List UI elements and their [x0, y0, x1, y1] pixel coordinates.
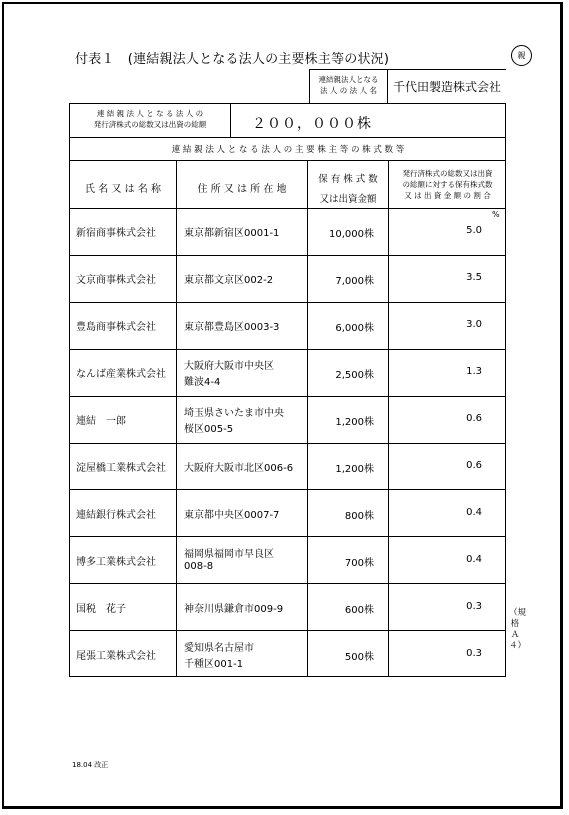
holder-name: 博多工業株式会社 [76, 556, 156, 568]
holder-address: 東京都新宿区0001-1 [184, 228, 280, 240]
holder-name: 連結銀行株式会社 [76, 509, 156, 521]
header-name: 氏 名 又 は 名 称 [85, 184, 161, 195]
row-divider [69, 255, 506, 256]
holder-address-line2: 008-8 [184, 560, 214, 572]
holder-address: 東京都中央区0007-7 [184, 509, 280, 521]
col-divider-1 [176, 160, 177, 677]
header-ratio: 発行済株式の総数又は出資 の総額に対する保有株式数 又 は 出 資 金 額 の 割 合 [402, 169, 493, 200]
section-title: 連 結 親 法 人 と な る 法 人 の 主 要 株 主 等 の 株 式 数 等 [171, 145, 405, 155]
holder-address-line2: 桜区005-5 [184, 424, 234, 436]
holder-name: 尾張工業株式会社 [76, 650, 156, 662]
holder-shares: 2,500株 [335, 370, 374, 382]
holder-address-line2: 千種区001-1 [184, 658, 244, 670]
holder-shares: 6,000株 [335, 323, 374, 335]
holder-name: 豊島商事株式会社 [76, 322, 156, 334]
holder-shares: 10,000株 [329, 229, 374, 241]
holder-shares: 500株 [344, 651, 374, 663]
holder-ratio: 5.0 [466, 225, 482, 237]
total-shares-value: ２００，０００株 [252, 116, 372, 132]
revision-note: 18.04 改正 [72, 761, 109, 769]
holder-name: 連結 一郎 [76, 416, 126, 428]
holder-name: 国税 花子 [76, 603, 126, 615]
holder-address: 神奈川県鎌倉市009-9 [184, 603, 284, 615]
parent-name-label: 連結親法人となる 法 人 の 法 人 名 [318, 75, 379, 95]
page-title: 付表１ (連結親法人となる法人の主要株主等の状況) [75, 52, 390, 67]
parent-badge: 親 [511, 45, 532, 66]
header-address: 住 所 又 は 所 在 地 [197, 184, 287, 195]
holder-name: 新宿商事株式会社 [76, 228, 156, 240]
holder-ratio: 0.3 [466, 600, 482, 612]
holder-ratio: 1.3 [466, 366, 482, 378]
percent-unit: % [492, 210, 500, 219]
holder-shares: 800株 [344, 510, 374, 522]
holder-shares: 1,200株 [335, 417, 374, 429]
holder-address-line1: 埼玉県さいたま市中央 [184, 408, 284, 420]
paper-size-note: （規格Ａ４） [509, 608, 527, 651]
holder-ratio: 0.6 [466, 413, 482, 425]
holder-address-line1: 大阪府大阪市中央区 [184, 361, 274, 373]
holder-name: なんば産業株式会社 [76, 369, 166, 381]
holder-address: 大阪府大阪市北区006-6 [184, 462, 294, 474]
holder-shares: 1,200株 [335, 463, 374, 475]
header-shares: 保 有 株 式 数 又は出資金額 [318, 174, 378, 205]
holder-ratio: 0.4 [466, 506, 482, 518]
holder-address-line1: 愛知県名古屋市 [184, 642, 254, 654]
shares-row-bottom [69, 137, 506, 138]
holder-address: 東京都文京区002-2 [184, 275, 274, 287]
holder-name: 文京商事株式会社 [76, 275, 156, 287]
row-divider [69, 302, 506, 303]
row-divider [69, 630, 506, 631]
section-title-bottom [69, 160, 506, 161]
holder-ratio: 0.4 [466, 553, 482, 565]
parent-name-value: 千代田製造株式会社 [392, 80, 501, 94]
holder-name: 淀屋橋工業株式会社 [76, 462, 166, 474]
row-divider [69, 536, 506, 537]
holder-ratio: 0.6 [466, 459, 482, 471]
header-bottom [69, 208, 506, 209]
total-shares-label: 連 結 親 法 人 と な る 法 人 の 発行済株式の総数又は出資の総額 [93, 109, 207, 129]
holder-ratio: 3.0 [466, 319, 482, 331]
row-divider [69, 443, 506, 444]
holder-ratio: 3.5 [466, 272, 482, 284]
row-divider [69, 489, 506, 490]
row-divider [69, 396, 506, 397]
holder-shares: 700株 [344, 557, 374, 569]
row-divider [69, 583, 506, 584]
holder-ratio: 0.3 [466, 647, 482, 659]
name-box-top [309, 69, 506, 70]
holder-address: 東京都豊島区0003-3 [184, 322, 280, 334]
holder-shares: 7,000株 [335, 276, 374, 288]
row-divider [69, 349, 506, 350]
holder-address-line1: 福岡県福岡市早良区 [184, 548, 274, 560]
holder-address-line2: 難波4-4 [184, 377, 221, 389]
holder-shares: 600株 [344, 604, 374, 616]
shares-row-divider [230, 103, 231, 137]
